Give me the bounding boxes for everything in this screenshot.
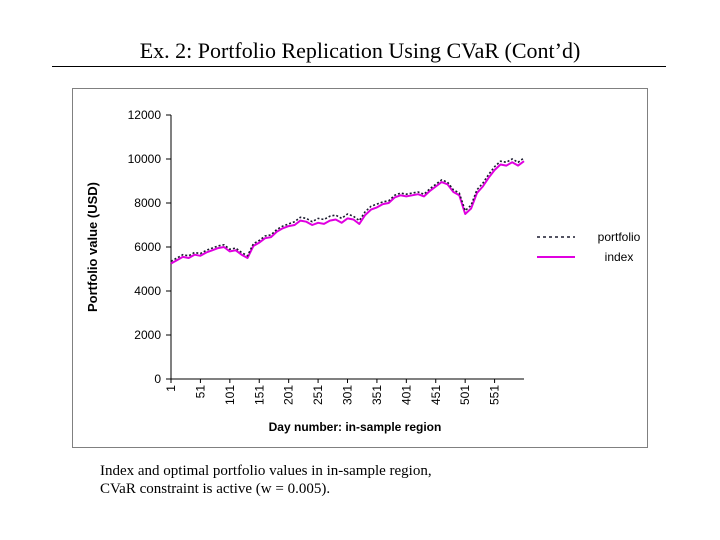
x-tick-label: 501 <box>458 385 473 406</box>
x-tick-label: 201 <box>281 385 296 406</box>
slide-title: Ex. 2: Portfolio Replication Using CVaR (Cont’d) <box>139 38 581 63</box>
y-tick-label: 2000 <box>134 328 161 342</box>
legend-label-index: index <box>604 250 634 264</box>
x-tick-label: 401 <box>399 385 414 406</box>
x-tick-label: 1 <box>164 385 178 392</box>
y-tick-label: 6000 <box>134 240 161 254</box>
series-group <box>171 158 524 264</box>
figure-caption <box>100 462 660 498</box>
y-tick-label: 4000 <box>134 284 161 298</box>
line-chart <box>73 89 649 449</box>
x-axis-label: Day number: in-sample region <box>268 420 442 434</box>
x-tick-label: 151 <box>252 385 267 406</box>
x-tick-label: 251 <box>311 385 326 406</box>
x-tick-group <box>164 379 502 405</box>
y-tick-label: 12000 <box>127 108 161 122</box>
y-tick-label: 0 <box>154 372 161 386</box>
chart-frame <box>72 88 648 448</box>
x-tick-label: 451 <box>428 385 443 406</box>
x-tick-label: 101 <box>222 385 237 406</box>
caption-line-1: Index and optimal portfolio values in in-sample region, <box>100 463 432 479</box>
y-tick-group <box>128 108 171 386</box>
y-axis-label: Portfolio value (USD) <box>85 181 100 313</box>
y-tick-label: 10000 <box>127 152 161 166</box>
legend-label-portfolio: portfolio <box>597 230 641 244</box>
x-tick-label: 351 <box>369 385 384 406</box>
title-divider <box>52 66 666 67</box>
legend <box>537 230 641 264</box>
x-tick-label: 301 <box>340 385 355 406</box>
x-tick-label: 51 <box>193 385 208 399</box>
series-line-index <box>171 161 524 263</box>
x-tick-label: 551 <box>487 385 502 406</box>
caption-line-2: CVaR constraint is active (w = 0.005). <box>100 481 331 497</box>
y-tick-label: 8000 <box>134 196 161 210</box>
